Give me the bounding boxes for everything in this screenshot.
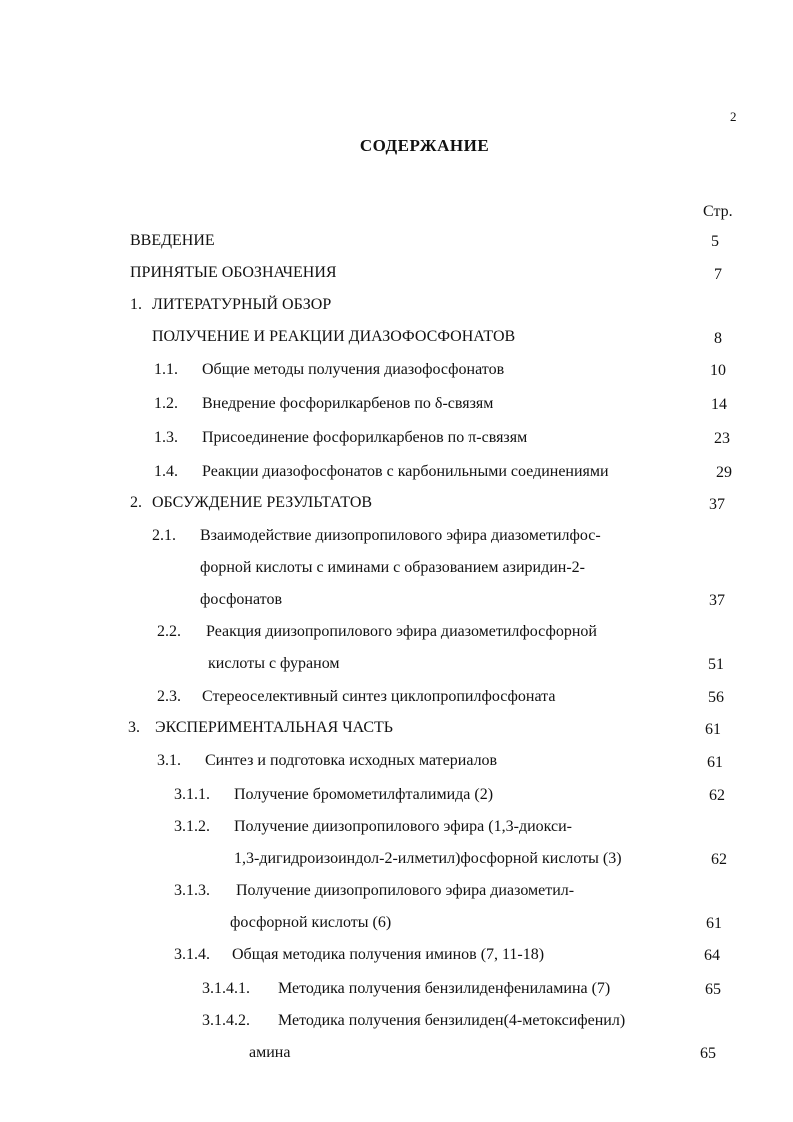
toc-entry-number: 1.3.: [154, 429, 178, 446]
toc-entry-text: Получение бромометилфталимида (2): [234, 786, 494, 803]
page-title: СОДЕРЖАНИЕ: [359, 136, 490, 155]
toc-entry-text: фосфонатов: [200, 591, 283, 608]
toc-entry-text: Методика получения бензилиденфениламина (7): [278, 980, 611, 997]
toc-entry-page: 65: [700, 1045, 716, 1062]
toc-entry-number: 3.1.3.: [174, 882, 210, 899]
toc-entry-page: 29: [716, 464, 732, 481]
toc-entry-number: 1.4.: [154, 463, 178, 480]
toc-entry-number: 1.: [130, 296, 142, 313]
toc-entry-text: ОБСУЖДЕНИЕ РЕЗУЛЬТАТОВ: [152, 494, 373, 511]
toc-entry-page: 62: [711, 851, 727, 868]
toc-entry-page: 37: [709, 592, 725, 609]
page-column-header: Стр.: [703, 203, 733, 220]
toc-entry-number: 3.: [128, 719, 140, 736]
toc-entry-text: Присоединение фосфорилкарбенов по π-связям: [202, 429, 528, 446]
toc-entry-text: Получение диизопропилового эфира диазометил-: [236, 882, 575, 899]
toc-entry-number: 2.1.: [152, 527, 176, 544]
toc-entry-text: фосфорной кислоты (6): [230, 914, 392, 931]
toc-entry-page: 37: [709, 496, 725, 513]
toc-entry-text: Внедрение фосфорилкарбенов по δ-связям: [202, 395, 494, 412]
toc-entry-text: 1,3-дигидроизоиндол-2-илметил)фосфорной кислоты (3): [234, 850, 622, 867]
toc-entry-page: 5: [711, 233, 719, 250]
toc-entry-page: 56: [708, 689, 724, 706]
toc-entry-text: форной кислоты с иминами с образованием азиридин-2-: [200, 559, 585, 576]
toc-entry-page: 62: [709, 787, 725, 804]
toc-entry-text: ЛИТЕРАТУРНЫЙ ОБЗОР: [152, 296, 332, 313]
toc-entry-text: Получение диизопропилового эфира (1,3-диокси-: [234, 818, 573, 835]
toc-entry-text: Синтез и подготовка исходных материалов: [205, 752, 498, 769]
toc-entry-page: 7: [714, 266, 722, 283]
toc-entry-text: ПОЛУЧЕНИЕ И РЕАКЦИИ ДИАЗОФОСФОНАТОВ: [152, 328, 516, 345]
toc-entry-page: 14: [711, 396, 727, 413]
page-number: 2: [730, 109, 737, 124]
toc-entry-number: 2.: [130, 494, 142, 511]
toc-entry-number: 2.2.: [157, 623, 181, 640]
toc-entry-page: 61: [706, 915, 722, 932]
toc-entry-text: ВВЕДЕНИЕ: [130, 232, 215, 249]
toc-entry-page: 10: [710, 362, 726, 379]
toc-entry-text: Реакция диизопропилового эфира диазометилфосфорной: [206, 623, 597, 640]
toc-entry-text: Общая методика получения иминов (7, 11-18): [232, 946, 545, 963]
toc-entry-number: 3.1.2.: [174, 818, 210, 835]
toc-entry-text: Методика получения бензилиден(4-метоксифенил): [278, 1012, 626, 1029]
toc-entry-number: 2.3.: [157, 688, 181, 705]
toc-entry-page: 51: [708, 656, 724, 673]
toc-entry-number: 3.1.: [157, 752, 181, 769]
toc-entry-number: 3.1.1.: [174, 786, 210, 803]
toc-entry-number: 3.1.4.2.: [202, 1012, 250, 1029]
toc-entry-number: 1.2.: [154, 395, 178, 412]
toc-entry-text: кислоты с фураном: [208, 655, 340, 672]
toc-entry-text: ЭКСПЕРИМЕНТАЛЬНАЯ ЧАСТЬ: [155, 719, 393, 736]
toc-entry-text: амина: [249, 1044, 291, 1061]
toc-entry-number: 3.1.4.1.: [202, 980, 250, 997]
toc-entry-text: Стереоселективный синтез циклопропилфосфоната: [202, 688, 556, 705]
toc-entry-page: 64: [704, 947, 720, 964]
toc-entry-text: Общие методы получения диазофосфонатов: [202, 361, 505, 378]
toc-entry-page: 8: [714, 330, 722, 347]
toc-entry-page: 23: [714, 430, 730, 447]
toc-entry-text: Взаимодействие диизопропилового эфира диазометилфос-: [200, 527, 601, 544]
toc-entry-page: 61: [705, 721, 721, 738]
toc-entry-text: ПРИНЯТЫЕ ОБОЗНАЧЕНИЯ: [130, 264, 337, 281]
toc-entry-number: 1.1.: [154, 361, 178, 378]
toc-entry-page: 61: [707, 754, 723, 771]
toc-entry-number: 3.1.4.: [174, 946, 210, 963]
toc-entry-text: Реакции диазофосфонатов с карбонильными соединениями: [202, 463, 609, 480]
toc-entry-page: 65: [705, 981, 721, 998]
